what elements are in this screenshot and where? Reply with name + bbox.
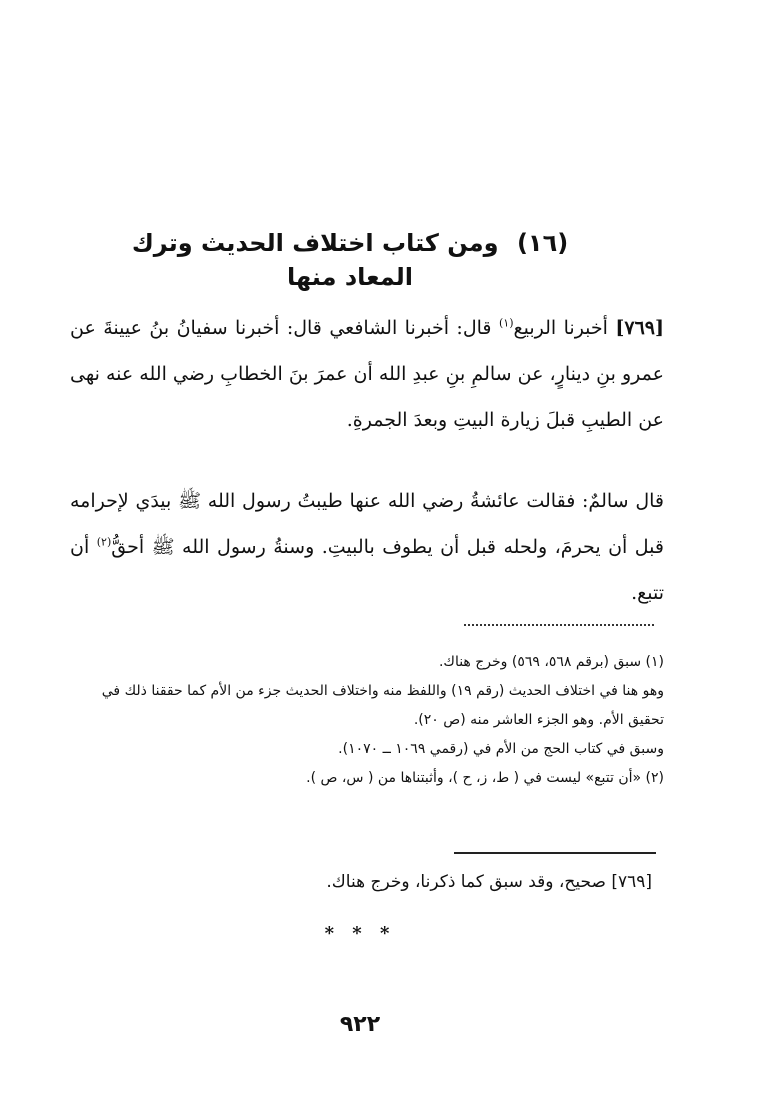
footnote-1-extra: وسبق في كتاب الحج من الأم في (رقمي ١٠٦٩ ــ ١٠٧٠). [338,741,664,757]
footnote-1-detail: وهو هنا في اختلاف الحديث (رقم ١٩) واللفظ منه واختلاف الحديث جزء من الأم كما حققنا ذلك في تحقيق الأم. وهو الجزء العاشر منه (ص ٢٠). [101,683,664,728]
page-number: ٩٢٢ [339,1012,381,1037]
grading-text: [٧٦٩] صحيح، وقد سبق كما ذكرنا، وخرج هناك. [326,872,652,892]
section-divider-stars: * * * [324,923,396,944]
hadith-text-start: أخبرنا الربيع [513,317,608,339]
summary-rule [454,852,656,854]
hadith-paragraph [70,305,664,443]
hadith-chain-text: قال: أخبرنا الشافعي قال: أخبرنا سفيانُ بنُ عيينةَ عن عمرو بنِ دينارٍ، عن سالمِ بنِ عبدِ الله أن عمرَ بنَ الخطابِ رضي الله عنه نهى عن الطيبِ قبلَ زيارة البيتِ وبعدَ الجمرةِ. [70,317,664,431]
section-number: (١٦) [516,229,569,257]
grading-note [200,866,652,898]
footnote-1: (١) سبق (برقم ٥٦٨، ٥٦٩) وخرج هناك. [438,654,664,670]
hadith-salim-text: قال سالمٌ: فقالت عائشةُ رضي الله عنها طيبتُ رسول الله ﷺ بيدَي لإحرامه قبل أن يحرمَ، ولحله قبل أن يطوف بالبيتِ. وسنةُ رسول الله ﷺ أحقُّ [70,490,664,558]
footnote-separator [464,624,654,626]
footnote-2: (٢) «أن تتبع» ليست في ( ط، ز، ح )، وأثبتناها من ( س، ص ). [306,770,664,786]
section-heading [100,226,600,294]
hadith-continuation [70,478,664,616]
section-title: ومن كتاب اختلاف الحديث وترك المعاد منها [131,229,499,291]
footnote-marker-2: (٢) [96,535,112,549]
footnotes [70,648,664,793]
footnote-marker-1: (١) [498,316,514,330]
hadith-number: [٧٦٩] [615,317,665,339]
hadith-ending-text: أن تتبع. [70,536,664,604]
